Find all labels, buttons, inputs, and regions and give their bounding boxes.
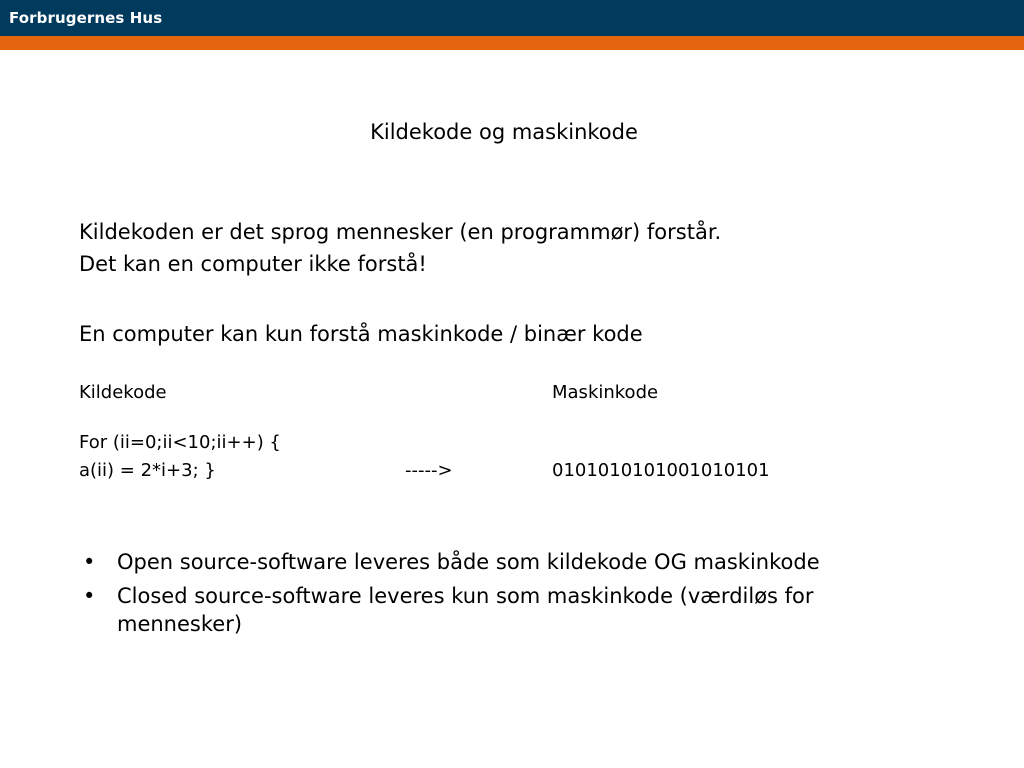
header-bar xyxy=(0,0,1024,36)
arrow-text: -----> xyxy=(405,460,453,481)
intro-paragraph xyxy=(79,216,721,280)
bullet-icon: • xyxy=(83,584,96,608)
list-item xyxy=(79,582,839,638)
bullet-text: Open source-software leveres både som kildekode OG maskinkode xyxy=(117,550,820,574)
list-item xyxy=(79,548,839,576)
source-code-header: Kildekode xyxy=(79,382,167,403)
code-line-2: a(ii) = 2*i+3; } xyxy=(79,460,216,481)
intro-line-1: Kildekoden er det sprog mennesker (en programmør) forstår. xyxy=(79,220,722,244)
intro-line-2: Det kan en computer ikke forstå! xyxy=(79,252,427,276)
machine-code-header: Maskinkode xyxy=(552,382,659,403)
accent-bar xyxy=(0,36,1024,50)
machine-code-paragraph: En computer kan kun forstå maskinkode / binær kode xyxy=(79,322,643,346)
bullet-list xyxy=(79,548,839,644)
bullet-icon: • xyxy=(83,550,96,574)
brand-logo: Forbrugernes Hus xyxy=(9,9,163,27)
bullet-text: Closed source-software leveres kun som maskinkode (værdiløs for mennesker) xyxy=(117,584,814,636)
binary-code: 0101010101001010101 xyxy=(552,460,770,481)
slide-title: Kildekode og maskinkode xyxy=(370,120,638,144)
code-line-1: For (ii=0;ii<10;ii++) { xyxy=(79,432,281,453)
